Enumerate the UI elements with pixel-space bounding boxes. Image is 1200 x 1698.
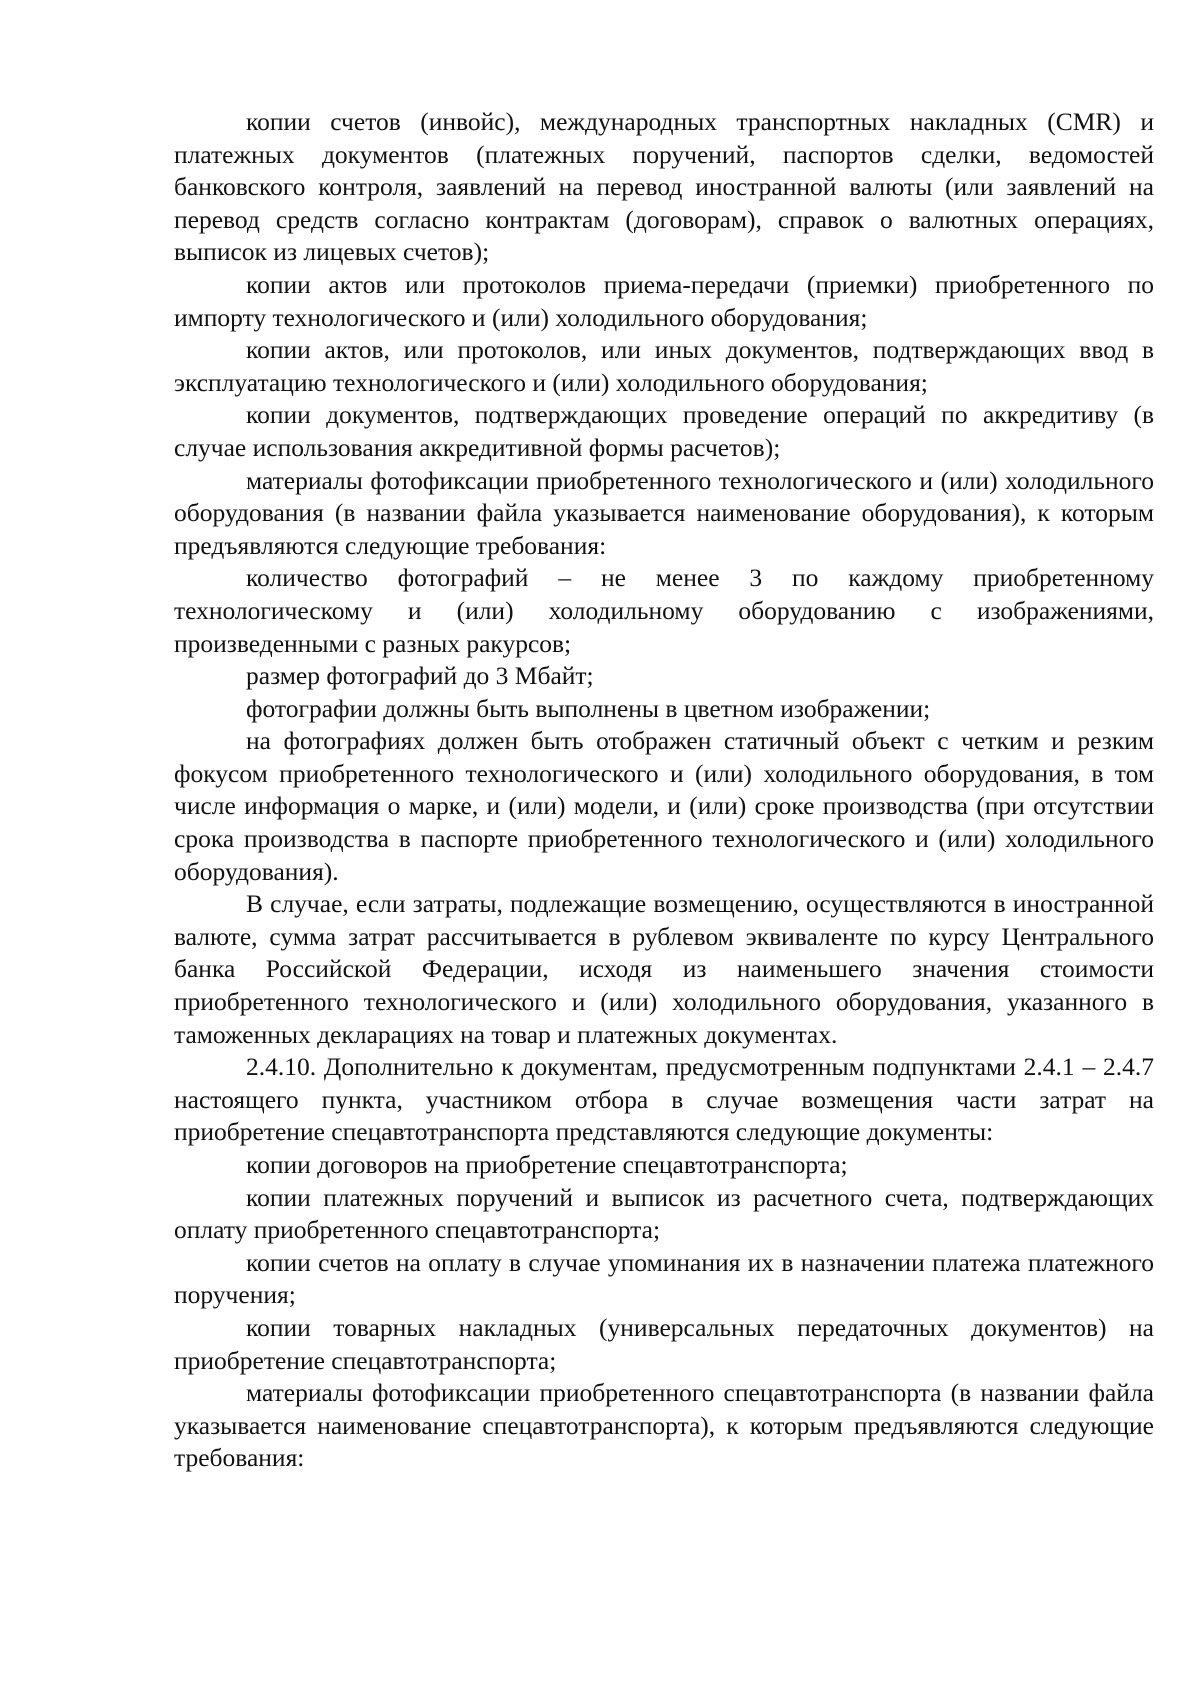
- document-page: [174, 106, 1154, 1475]
- paragraph-foreign-currency: В случае, если затраты, подлежащие возмещению, осуществляются в иностранной валюте, сумма затрат рассчитывается в рублевом эквиваленте по курсу Центрального банка Российской Федерации, исходя из наименьшего значения стоимости приобретенного технологического и (или) холодильного оборудования, указанного в таможенных декларациях на товар и платежных документах.: [174, 889, 1154, 1049]
- paragraph-photo-count: количество фотографий – не менее 3 по каждому приобретенному технологическому и (или) холодильному оборудованию с изображениями, произведенными с разных ракурсов;: [174, 563, 1154, 658]
- paragraph-invoices-payment: копии счетов на оплату в случае упоминания их в назначении платежа платежного поручения;: [174, 1247, 1154, 1310]
- paragraph-photo-materials-equipment: материалы фотофиксации приобретенного технологического и (или) холодильного оборудования (в названии файла указывается наименование оборудования), к которым предъявляются следующие требования:: [174, 465, 1154, 560]
- paragraph-letter-of-credit: копии документов, подтверждающих проведение операций по аккредитиву (в случае использования аккредитивной формы расчетов);: [174, 400, 1154, 462]
- paragraph-purchase-contracts: копии договоров на приобретение спецавтотранспорта;: [246, 1150, 848, 1179]
- paragraph-acceptance-acts: копии актов или протоколов приема-передачи (приемки) приобретенного по импорту технологического и (или) холодильного оборудования;: [174, 269, 1154, 332]
- paragraph-2-4-10: 2.4.10. Дополнительно к документам, предусмотренным подпунктами 2.4.1 – 2.4.7 настоящего пункта, участником отбора в случае возмещения части затрат на приобретение спецавтотранспорта представляются следующие документы:: [174, 1052, 1154, 1147]
- paragraph-invoices: копии счетов (инвойс), международных транспортных накладных (CMR) и платежных документов (платежных поручений, паспортов сделки, ведомостей банковского контроля, заявлений на перевод иностранной валюты (или заявлений на перевод средств согласно контрактам (договорам), справок о валютных операциях, выписок из лицевых счетов);: [174, 107, 1154, 267]
- paragraph-photo-focus: на фотографиях должен быть отображен статичный объект с четким и резким фокусом приобретенного технологического и (или) холодильного оборудования, в том числе информация о марке, и (или) модели, и (или) сроке производства (при отсутствии срока производства в паспорте приобретенного технологического и (или) холодильного оборудования).: [174, 726, 1154, 886]
- paragraph-photo-materials-vehicles: материалы фотофиксации приобретенного спецавтотранспорта (в названии файла указывается наименование спецавтотранспорта), к которым предъявляются следующие требования:: [174, 1378, 1154, 1473]
- paragraph-photo-color: фотографии должны быть выполнены в цветном изображении;: [246, 693, 931, 723]
- paragraph-commissioning-acts: копии актов, или протоколов, или иных документов, подтверждающих ввод в эксплуатацию технологического и (или) холодильного оборудования;: [174, 335, 1154, 397]
- paragraph-payment-orders: копии платежных поручений и выписок из расчетного счета, подтверждающих оплату приобретенного спецавтотранспорта;: [174, 1182, 1154, 1245]
- paragraph-photo-size: размер фотографий до 3 Мбайт;: [246, 661, 594, 691]
- paragraph-waybills: копии товарных накладных (универсальных передаточных документов) на приобретение спецавтотранспорта;: [174, 1312, 1154, 1375]
